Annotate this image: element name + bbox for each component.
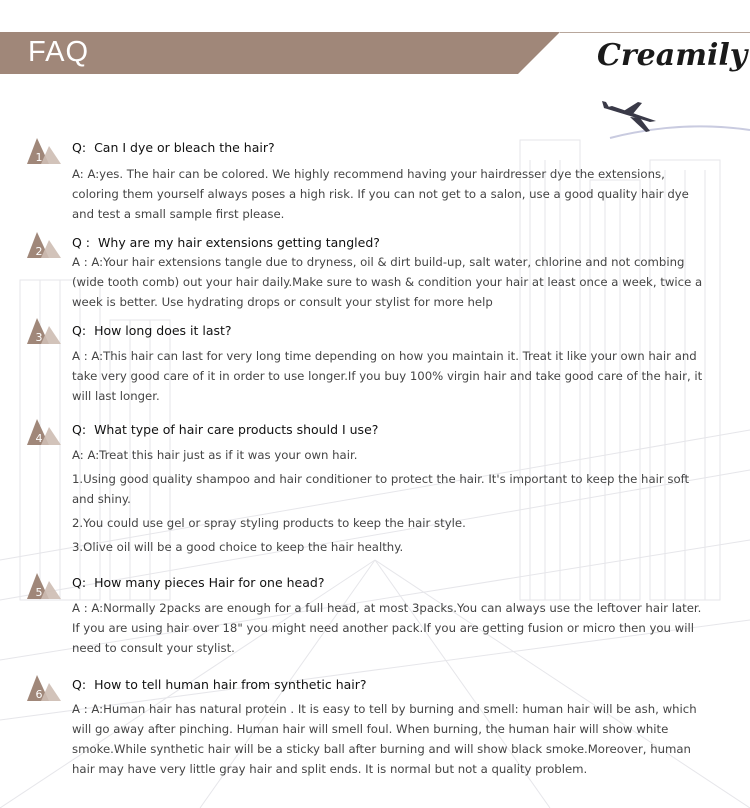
badge-number: 3 xyxy=(35,331,43,344)
question-prefix: Q: xyxy=(72,422,87,437)
question-prefix: Q: xyxy=(72,677,87,692)
question-label: Why are my hair extensions getting tangled? xyxy=(98,235,380,250)
badge-number: 5 xyxy=(35,586,43,599)
question-text xyxy=(72,323,232,338)
number-badge xyxy=(27,138,63,164)
badge-number: 4 xyxy=(35,432,43,445)
number-badge xyxy=(27,318,63,344)
question-label: How long does it last? xyxy=(94,323,232,338)
number-badge xyxy=(27,419,63,445)
answer-paragraph: A: A:yes. The hair can be colored. We highly recommend having your hairdresser dye the extensions, coloring them yourself always poses a high risk. If you can not get to a salon, use a good quality hair dye and test a small sample first please. xyxy=(72,167,689,221)
question-text xyxy=(72,677,367,692)
answer-paragraph: A: A:Treat this hair just as if it was your own hair. xyxy=(72,448,358,462)
question-text xyxy=(72,575,324,590)
answer-text xyxy=(72,598,712,658)
answer-text xyxy=(72,252,712,312)
question-text xyxy=(72,235,380,250)
question-label: How to tell human hair from synthetic hair? xyxy=(94,677,367,692)
question-prefix: Q: xyxy=(72,323,87,338)
answer-paragraph: A : A:Your hair extensions tangle due to dryness, oil & dirt build-up, salt water, chlorine and not combing (wide tooth comb) out your hair daily.Make sure to wash & condition your hair at least once a week, twice a week is better. Use hydrating drops or consult your stylist for more help xyxy=(72,255,703,309)
question-text xyxy=(72,140,275,155)
answer-text xyxy=(72,346,712,406)
question-label: Can I dye or bleach the hair? xyxy=(94,140,275,155)
answer-paragraph: A : A:This hair can last for very long time depending on how you maintain it. Treat it like your own hair and take very good care of it in order to use longer.If you buy 100% virgin hair and take good care of the hair, it will last longer. xyxy=(72,349,703,403)
question-prefix: Q : xyxy=(72,235,91,250)
question-text xyxy=(72,422,378,437)
question-label: What type of hair care products should I use? xyxy=(94,422,379,437)
answer-paragraph: 1.Using good quality shampoo and hair conditioner to protect the hair. It's important to keep the hair soft and shiny. xyxy=(72,472,690,506)
answer-paragraph: 3.Olive oil will be a good choice to keep the hair healthy. xyxy=(72,540,404,554)
answer-text xyxy=(72,164,712,224)
question-prefix: Q: xyxy=(72,140,87,155)
number-badge xyxy=(27,675,63,701)
brand-logo: Creamily xyxy=(597,38,748,73)
number-badge xyxy=(27,573,63,599)
question-prefix: Q: xyxy=(72,575,87,590)
answer-text xyxy=(72,445,712,557)
answer-text xyxy=(72,699,712,779)
answer-paragraph: A : A:Normally 2packs are enough for a full head, at most 3packs.You can always use the leftover hair later. If you are using hair over 18" you might need another pack.If you are getting fusion or micro then you will need to consult your stylist. xyxy=(72,601,702,655)
badge-number: 6 xyxy=(35,688,43,701)
answer-paragraph: A : A:Human hair has natural protein . It is easy to tell by burning and smell: human hair will be ash, which will go away after pinching. Human hair will smell foul. When burning, the human hair will show white smoke.While synthetic hair will be a sticky ball after burning and will show black smoke.Moreover, human hair may have very little gray hair and split ends. It is normal but not a quality problem. xyxy=(72,702,697,776)
number-badge xyxy=(27,232,63,258)
answer-paragraph: 2.You could use gel or spray styling products to keep the hair style. xyxy=(72,516,466,530)
page-title: FAQ xyxy=(28,36,90,68)
airplane-icon xyxy=(600,100,750,140)
badge-number: 1 xyxy=(35,151,43,164)
question-label: How many pieces Hair for one head? xyxy=(94,575,325,590)
badge-number: 2 xyxy=(35,245,43,258)
